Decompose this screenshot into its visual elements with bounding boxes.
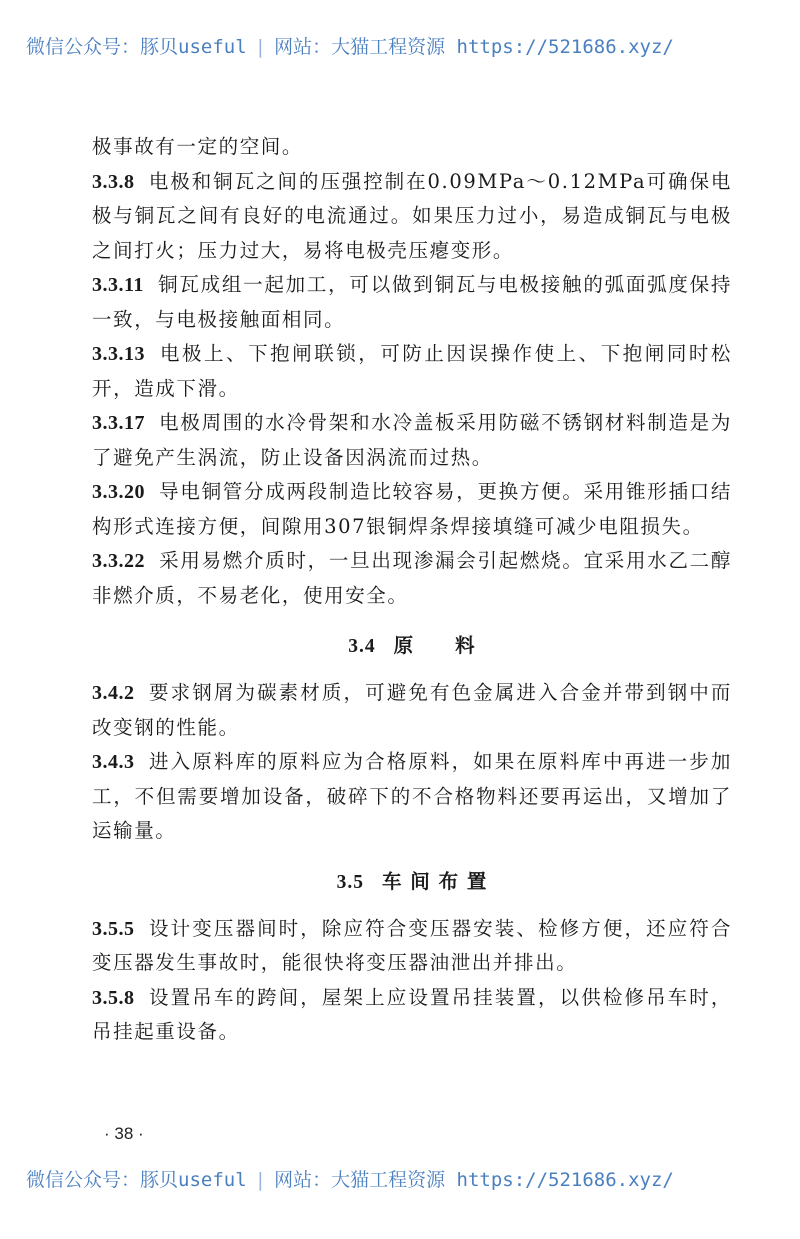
watermark-website: 网站：大猫工程资源 https://521686.xyz/ <box>274 36 674 58</box>
clause-number: 3.5.5 <box>92 917 135 940</box>
clause-number: 3.3.20 <box>92 481 145 503</box>
document-body <box>92 130 732 1050</box>
clause-number: 3.3.22 <box>92 550 145 572</box>
watermark-wechat: 微信公众号：豚贝useful <box>26 1169 247 1191</box>
watermark-wechat: 微信公众号：豚贝useful <box>26 36 247 58</box>
clause-number: 3.4.2 <box>92 682 135 704</box>
clause-number: 3.5.8 <box>92 986 135 1009</box>
section-number: 3.5 <box>336 871 364 893</box>
clause-text: 设计变压器间时，除应符合变压器安装、检修方便，还应符合变压器发生事故时，能很快将变压器油泄出并排出。 <box>92 916 732 974</box>
clause-3-4-3 <box>92 745 732 849</box>
paragraph-text: 极事故有一定的空间。 <box>92 135 304 158</box>
clause-3-4-2 <box>92 676 732 745</box>
clause-text: 进入原料库的原料应为合格原料，如果在原料库中再进一步加工，不但需要增加设备，破碎下的不合格物料还要再运出，又增加了运输量。 <box>92 750 732 842</box>
watermark-header <box>26 32 786 59</box>
clause-number: 3.3.11 <box>92 274 144 296</box>
clause-3-3-13 <box>92 337 732 406</box>
clause-text: 设置吊车的跨间，屋架上应设置吊挂装置，以供检修吊车时，吊挂起重设备。 <box>92 985 732 1043</box>
page-number: · 38 · <box>104 1124 144 1143</box>
clause-text: 导电铜管分成两段制造比较容易，更换方便。采用锥形插口结构形式连接方便，间隙用307银铜焊条焊接填缝可减少电阻损失。 <box>92 480 732 538</box>
clause-number: 3.3.13 <box>92 343 145 365</box>
clause-3-3-20 <box>92 475 732 544</box>
section-heading-3-4 <box>92 630 732 658</box>
watermark-footer <box>26 1165 786 1192</box>
watermark-separator: | <box>254 36 267 58</box>
watermark-separator: | <box>254 1169 267 1191</box>
clause-3-3-8 <box>92 165 732 269</box>
clause-3-3-11 <box>92 268 732 337</box>
clause-3-5-8 <box>92 981 732 1050</box>
clause-3-5-5 <box>92 912 732 981</box>
section-title-text: 原 料 <box>393 634 476 657</box>
clause-text: 采用易燃介质时，一旦出现渗漏会引起燃烧。宜采用水乙二醇非燃介质，不易老化，使用安全。 <box>92 549 732 607</box>
clause-text: 要求钢屑为碳素材质，可避免有色金属进入合金并带到钢中而改变钢的性能。 <box>92 681 732 739</box>
clause-text: 铜瓦成组一起加工，可以做到铜瓦与电极接触的弧面弧度保持一致，与电极接触面相同。 <box>92 273 732 331</box>
paragraph-continuation <box>92 130 732 165</box>
clause-number: 3.3.17 <box>92 412 145 434</box>
section-heading-3-5 <box>92 866 732 894</box>
clause-text: 电极周围的水冷骨架和水冷盖板采用防磁不锈钢材料制造是为了避免产生涡流，防止设备因涡流而过热。 <box>92 411 732 469</box>
clause-3-3-22 <box>92 544 732 613</box>
clause-3-3-17 <box>92 406 732 475</box>
clause-text: 电极和铜瓦之间的压强控制在0.09MPa～0.12MPa可确保电极与铜瓦之间有良好的电流通过。如果压力过小，易造成铜瓦与电极之间打火；压力过大，易将电极壳压瘪变形。 <box>92 169 732 262</box>
clause-text: 电极上、下抱闸联锁，可防止因误操作使上、下抱闸同时松开，造成下滑。 <box>92 342 732 400</box>
clause-number: 3.4.3 <box>92 751 135 773</box>
clause-number: 3.3.8 <box>92 170 135 193</box>
watermark-website: 网站：大猫工程资源 https://521686.xyz/ <box>274 1169 674 1191</box>
section-number: 3.4 <box>348 636 376 657</box>
section-title-text: 车 间 布 置 <box>382 869 488 893</box>
